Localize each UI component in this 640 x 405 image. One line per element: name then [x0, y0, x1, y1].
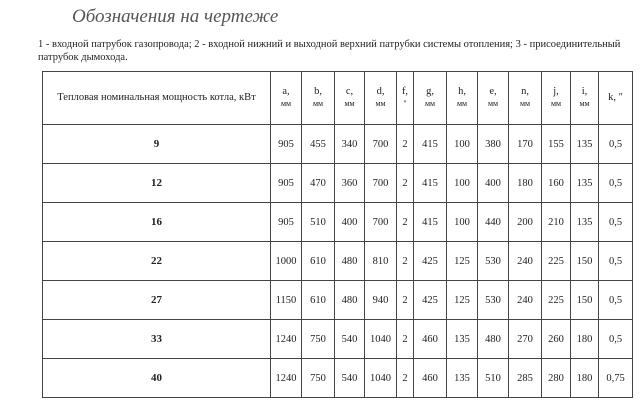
value-cell: 810 — [365, 242, 397, 281]
power-cell: 9 — [43, 125, 271, 164]
value-cell: 0,5 — [599, 164, 633, 203]
table-row — [43, 320, 633, 359]
value-cell: 100 — [447, 164, 478, 203]
column-name: i, — [581, 86, 588, 97]
value-cell: 135 — [447, 359, 478, 398]
value-cell: 135 — [571, 203, 599, 242]
column-header — [447, 72, 478, 125]
value-cell: 180 — [509, 164, 542, 203]
value-cell: 100 — [447, 203, 478, 242]
value-cell: 905 — [271, 125, 302, 164]
value-cell: 2 — [397, 320, 414, 359]
column-name: f, — [401, 86, 409, 97]
power-cell: 27 — [43, 281, 271, 320]
power-cell: 12 — [43, 164, 271, 203]
column-unit: мм — [550, 99, 562, 108]
table-row — [43, 203, 633, 242]
power-cell: 33 — [43, 320, 271, 359]
value-cell: 470 — [302, 164, 335, 203]
value-cell: 2 — [397, 242, 414, 281]
value-cell: 1240 — [271, 359, 302, 398]
value-cell: 905 — [271, 203, 302, 242]
value-cell: 2 — [397, 203, 414, 242]
column-unit: мм — [579, 99, 590, 108]
table-row — [43, 164, 633, 203]
value-cell: 510 — [302, 203, 335, 242]
value-cell: 200 — [509, 203, 542, 242]
value-cell: 510 — [478, 359, 509, 398]
column-header — [271, 72, 302, 125]
dimensions-table — [42, 71, 633, 398]
power-cell: 16 — [43, 203, 271, 242]
value-cell: 280 — [542, 359, 571, 398]
value-cell: 285 — [509, 359, 542, 398]
power-header: Тепловая номинальная мощность котла, кВт — [43, 72, 271, 125]
column-header — [414, 72, 447, 125]
value-cell: 225 — [542, 242, 571, 281]
value-cell: 480 — [335, 281, 365, 320]
column-name: n, — [521, 86, 529, 97]
column-header — [542, 72, 571, 125]
column-unit: мм — [280, 99, 292, 108]
value-cell: 440 — [478, 203, 509, 242]
value-cell: 100 — [447, 125, 478, 164]
table-header-row — [43, 72, 633, 125]
value-cell: 150 — [571, 242, 599, 281]
value-cell: 540 — [335, 320, 365, 359]
value-cell: 1040 — [365, 320, 397, 359]
value-cell: 460 — [414, 359, 447, 398]
value-cell: 750 — [302, 320, 335, 359]
value-cell: 1000 — [271, 242, 302, 281]
column-unit: мм — [344, 99, 355, 108]
column-name: a, — [282, 86, 290, 97]
column-header — [571, 72, 599, 125]
value-cell: 260 — [542, 320, 571, 359]
value-cell: 1040 — [365, 359, 397, 398]
value-cell: 340 — [335, 125, 365, 164]
value-cell: 1240 — [271, 320, 302, 359]
value-cell: 270 — [509, 320, 542, 359]
section-title: Обозначения на чертеже — [72, 6, 279, 27]
value-cell: 155 — [542, 125, 571, 164]
column-name: j, — [553, 86, 559, 97]
value-cell: 125 — [447, 242, 478, 281]
value-cell: 160 — [542, 164, 571, 203]
column-header — [599, 72, 633, 125]
table-row — [43, 359, 633, 398]
value-cell: 455 — [302, 125, 335, 164]
value-cell: 2 — [397, 281, 414, 320]
value-cell: 400 — [478, 164, 509, 203]
power-cell: 40 — [43, 359, 271, 398]
column-header — [302, 72, 335, 125]
column-name: k, " — [608, 92, 623, 103]
value-cell: 0,5 — [599, 125, 633, 164]
column-name: h, — [458, 86, 466, 97]
column-name: b, — [314, 86, 322, 97]
value-cell: 610 — [302, 242, 335, 281]
column-name: d, — [376, 86, 385, 97]
column-name: c, — [345, 86, 354, 97]
column-header — [365, 72, 397, 125]
column-header — [509, 72, 542, 125]
value-cell: 425 — [414, 281, 447, 320]
value-cell: 225 — [542, 281, 571, 320]
column-name: g, — [426, 86, 434, 97]
value-cell: 125 — [447, 281, 478, 320]
column-header — [478, 72, 509, 125]
column-unit: мм — [312, 99, 324, 108]
value-cell: 210 — [542, 203, 571, 242]
value-cell: 750 — [302, 359, 335, 398]
value-cell: 380 — [478, 125, 509, 164]
value-cell: 610 — [302, 281, 335, 320]
value-cell: 415 — [414, 203, 447, 242]
value-cell: 940 — [365, 281, 397, 320]
column-unit: мм — [424, 99, 436, 108]
value-cell: 700 — [365, 125, 397, 164]
column-unit: мм — [456, 99, 468, 108]
value-cell: 530 — [478, 281, 509, 320]
column-unit: " — [403, 99, 407, 108]
value-cell: 1150 — [271, 281, 302, 320]
table-row — [43, 281, 633, 320]
value-cell: 905 — [271, 164, 302, 203]
value-cell: 135 — [571, 164, 599, 203]
value-cell: 530 — [478, 242, 509, 281]
value-cell: 170 — [509, 125, 542, 164]
column-unit: мм — [487, 99, 499, 108]
value-cell: 0,5 — [599, 242, 633, 281]
legend-description: 1 - входной патрубок газопровода; 2 - входной нижний и выходной верхний патрубки системы отопления; 3 - присоединительный патрубок дымохода. — [38, 39, 621, 63]
value-cell: 400 — [335, 203, 365, 242]
value-cell: 480 — [478, 320, 509, 359]
value-cell: 415 — [414, 164, 447, 203]
value-cell: 240 — [509, 281, 542, 320]
value-cell: 135 — [447, 320, 478, 359]
column-unit: мм — [519, 99, 531, 108]
value-cell: 480 — [335, 242, 365, 281]
value-cell: 180 — [571, 359, 599, 398]
column-header — [397, 72, 414, 125]
value-cell: 0,75 — [599, 359, 633, 398]
value-cell: 540 — [335, 359, 365, 398]
value-cell: 150 — [571, 281, 599, 320]
value-cell: 360 — [335, 164, 365, 203]
column-name: e, — [489, 86, 497, 97]
power-cell: 22 — [43, 242, 271, 281]
value-cell: 425 — [414, 242, 447, 281]
value-cell: 460 — [414, 320, 447, 359]
value-cell: 135 — [571, 125, 599, 164]
table-row — [43, 125, 633, 164]
value-cell: 0,5 — [599, 320, 633, 359]
value-cell: 2 — [397, 164, 414, 203]
value-cell: 415 — [414, 125, 447, 164]
column-unit: мм — [375, 99, 386, 108]
value-cell: 2 — [397, 359, 414, 398]
value-cell: 2 — [397, 125, 414, 164]
value-cell: 0,5 — [599, 281, 633, 320]
value-cell: 700 — [365, 164, 397, 203]
value-cell: 240 — [509, 242, 542, 281]
column-header — [335, 72, 365, 125]
table-row — [43, 242, 633, 281]
value-cell: 700 — [365, 203, 397, 242]
value-cell: 180 — [571, 320, 599, 359]
value-cell: 0,5 — [599, 203, 633, 242]
